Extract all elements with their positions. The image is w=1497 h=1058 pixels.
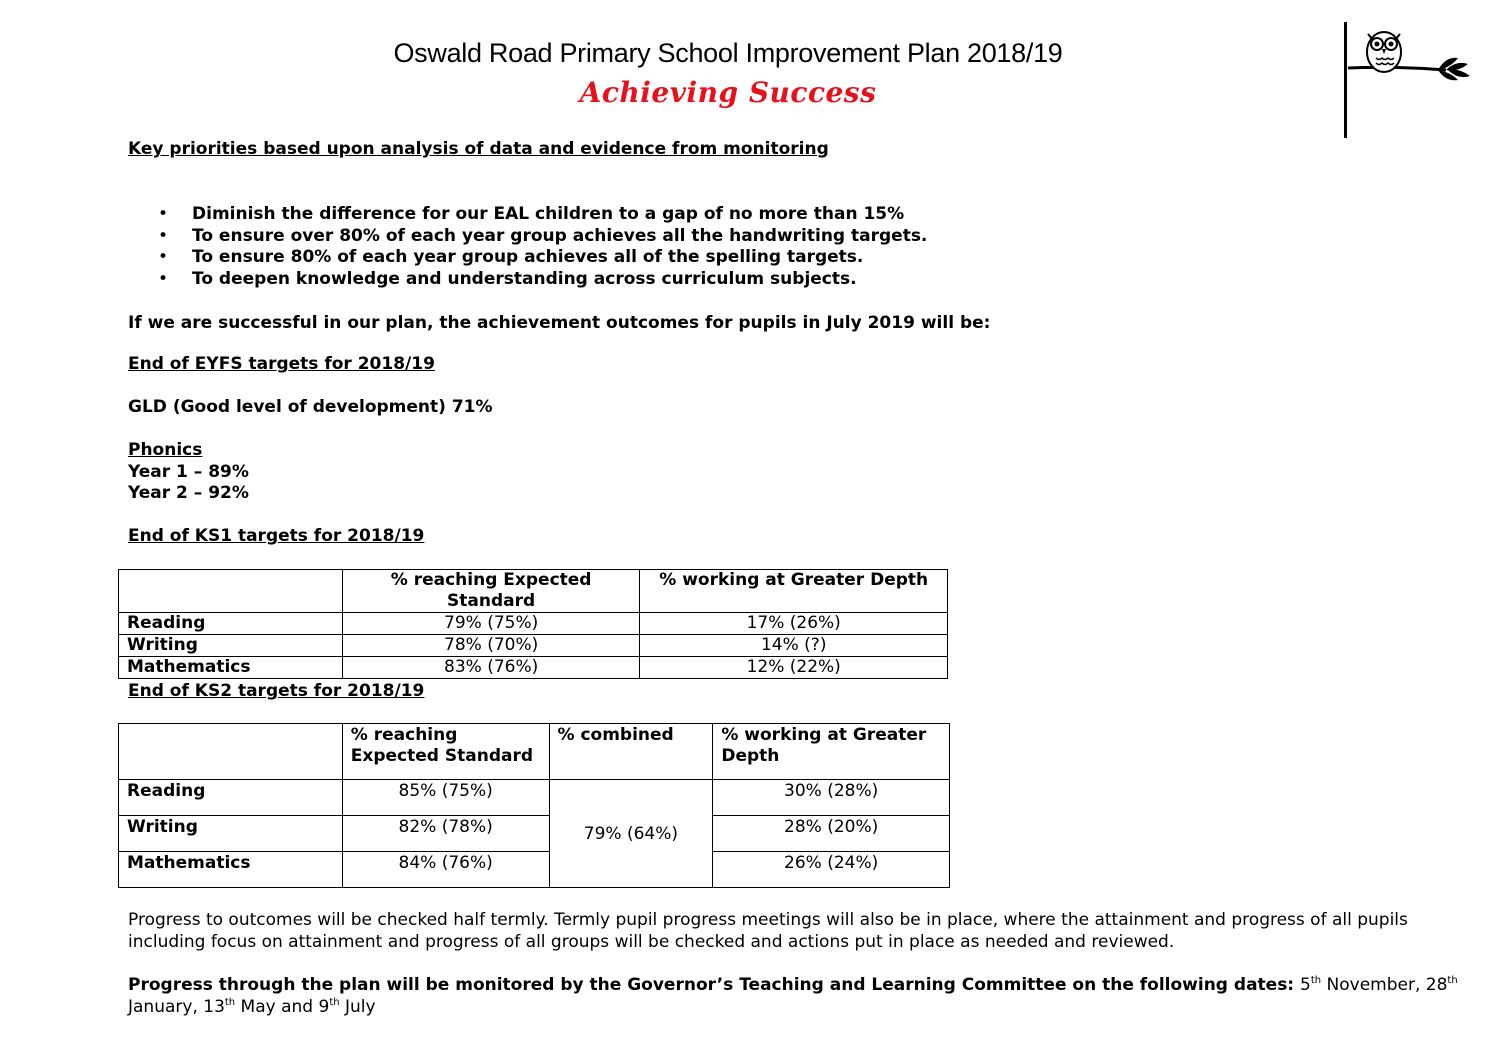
date-suffix: th: [224, 997, 236, 1008]
value-cell: 17% (26%): [640, 613, 948, 635]
date-text: November, 28: [1321, 975, 1448, 995]
header-line: % reaching: [350, 725, 458, 745]
monitoring-line1: [128, 975, 1458, 997]
gld-target: GLD (Good level of development) 71%: [128, 397, 493, 417]
table-row: [119, 613, 948, 635]
table-header-cell: % working at Greater Depth: [640, 570, 948, 613]
monitoring-date-1: [1300, 975, 1458, 995]
value-cell: 28% (20%): [713, 816, 950, 852]
table-header-cell: % reaching Expected Standard: [342, 570, 640, 613]
progress-note-line1: Progress to outcomes will be checked half termly. Termly pupil progress meetings will also be in place, where the attainment and progress of all pupils: [128, 910, 1408, 930]
value-cell: 79% (75%): [342, 613, 640, 635]
progress-note-line2: including focus on attainment and progress of all groups will be checked and actions put in place as needed and reviewed.: [128, 932, 1175, 952]
table-row: [119, 780, 950, 816]
subject-cell: Reading: [119, 613, 343, 635]
value-cell: 30% (28%): [713, 780, 950, 816]
value-cell: 14% (?): [640, 635, 948, 657]
table-header-cell: [342, 724, 549, 780]
value-cell: 84% (76%): [342, 852, 549, 888]
value-cell: 12% (22%): [640, 657, 948, 679]
owl-on-branch-icon: [1346, 20, 1476, 90]
value-cell: 78% (70%): [342, 635, 640, 657]
subject-cell: Mathematics: [119, 852, 343, 888]
outcomes-intro: If we are successful in our plan, the achievement outcomes for pupils in July 2019 will be:: [128, 313, 991, 333]
table-row: [119, 852, 950, 888]
date-number: 5: [1300, 975, 1311, 995]
table-row: [119, 657, 948, 679]
phonics-year1: Year 1 – 89%: [128, 462, 249, 482]
table-header-cell: % combined: [549, 724, 713, 780]
priority-item: • To ensure over 80% of each year group achieves all the handwriting targets.: [128, 226, 1128, 248]
value-cell: 82% (78%): [342, 816, 549, 852]
table-header-cell: [713, 724, 950, 780]
subject-cell: Writing: [119, 816, 343, 852]
subject-cell: Reading: [119, 780, 343, 816]
page-subtitle: Achieving Success: [579, 76, 877, 109]
page-title: Oswald Road Primary School Improvement Plan 2018/19: [393, 38, 1063, 68]
ks1-table: [118, 569, 948, 679]
value-cell: 83% (76%): [342, 657, 640, 679]
date-suffix: th: [1310, 975, 1322, 986]
date-text: July: [339, 997, 376, 1017]
table-header-row: [119, 570, 948, 613]
ks1-heading: End of KS1 targets for 2018/19: [128, 526, 425, 546]
value-cell: 26% (24%): [713, 852, 950, 888]
table-header-cell: [119, 724, 343, 780]
priority-item: • To ensure 80% of each year group achieves all of the spelling targets.: [128, 247, 1128, 269]
priorities-list: [128, 204, 1128, 290]
combined-value-cell: 79% (64%): [549, 780, 713, 888]
monitoring-line2: [128, 997, 376, 1019]
priority-item: • To deepen knowledge and understanding across curriculum subjects.: [128, 269, 1128, 291]
ks2-heading: End of KS2 targets for 2018/19: [128, 681, 425, 701]
date-suffix: th: [1447, 975, 1458, 986]
date-suffix: th: [329, 997, 340, 1008]
priority-item: • Diminish the difference for our EAL children to a gap of no more than 15%: [128, 204, 1128, 226]
date-text: May and 9: [235, 997, 330, 1017]
subject-cell: Writing: [119, 635, 343, 657]
table-row: [119, 635, 948, 657]
header-line: Expected Standard: [350, 746, 534, 766]
table-row: [119, 816, 950, 852]
header-line: % working at Greater: [721, 725, 927, 745]
date-text: January, 13: [128, 997, 225, 1017]
header-line: Depth: [721, 746, 780, 766]
subject-cell: Mathematics: [119, 657, 343, 679]
table-header-row: [119, 724, 950, 780]
phonics-heading: Phonics: [128, 440, 203, 460]
eyfs-heading: End of EYFS targets for 2018/19: [128, 354, 435, 374]
monitoring-statement: Progress through the plan will be monitored by the Governor’s Teaching and Learning Committee on the following dates:: [128, 975, 1295, 995]
ks2-table: [118, 723, 950, 888]
table-header-cell: [119, 570, 343, 613]
value-cell: 85% (75%): [342, 780, 549, 816]
priorities-heading: Key priorities based upon analysis of data and evidence from monitoring: [128, 139, 829, 159]
phonics-year2: Year 2 – 92%: [128, 483, 249, 503]
